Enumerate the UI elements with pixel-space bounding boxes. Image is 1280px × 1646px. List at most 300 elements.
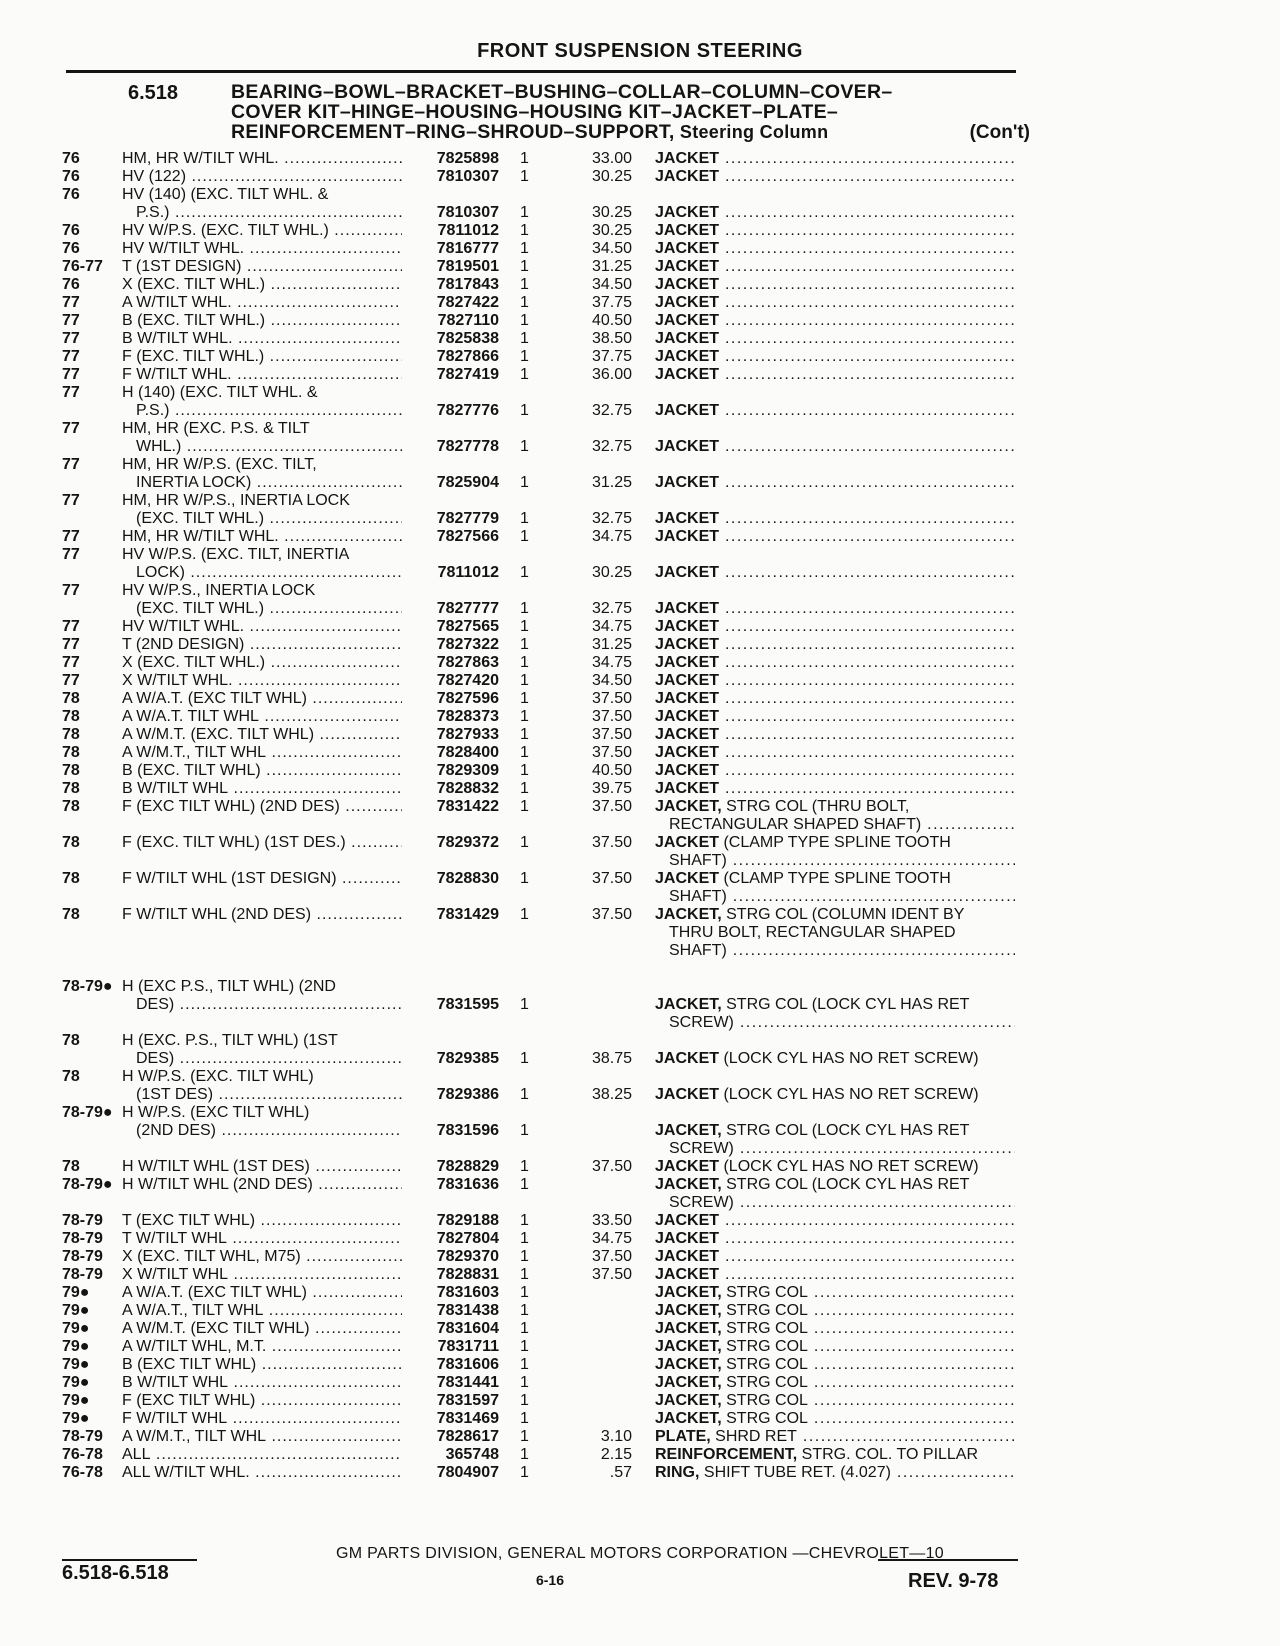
table-row [0, 582, 1280, 618]
table-row [0, 1284, 1280, 1302]
row-year: 78 [62, 1068, 80, 1085]
row-description [655, 636, 1015, 654]
row-quantity: 1 [520, 1356, 529, 1373]
row-description-text: SHIFT TUBE RET. (4.027) [699, 1464, 891, 1481]
row-year: 77 [62, 384, 80, 401]
row-model-line: A W/TILT WHL. ..... [122, 294, 402, 312]
row-model [122, 582, 402, 618]
row-quantity: 1 [520, 294, 529, 311]
row-part-number: 7827804 [436, 1230, 499, 1247]
row-description-line [655, 1194, 1015, 1212]
row-model [122, 276, 402, 294]
row-description-keyword: JACKET [655, 708, 720, 725]
row-description-line [655, 528, 1015, 546]
row-model [122, 528, 402, 546]
row-model [122, 744, 402, 762]
row-description-keyword: JACKET, [655, 1302, 722, 1319]
row-quantity: 1 [520, 1158, 529, 1175]
row-price: 37.75 [591, 348, 632, 365]
row-description [655, 780, 1015, 798]
table-row [0, 762, 1280, 780]
row-year: 77 [62, 312, 80, 329]
row-description-line [655, 798, 1015, 816]
row-model-line: HV W/TILT WHL. ..... [122, 240, 402, 258]
row-model [122, 1320, 402, 1338]
row-year: 76 [62, 276, 80, 293]
row-year: 79● [62, 1392, 90, 1409]
row-part-number: 7829372 [436, 834, 499, 851]
row-price: 37.50 [591, 708, 632, 725]
row-part-number: 7829309 [436, 762, 499, 779]
row-year: 78-79● [62, 978, 113, 995]
row-price: 37.50 [591, 726, 632, 743]
row-quantity: 1 [520, 1050, 529, 1067]
table-row [0, 384, 1280, 420]
row-part-number: 7810307 [436, 168, 499, 185]
row-description-keyword: JACKET, [655, 996, 722, 1013]
table-row [0, 636, 1280, 654]
continued-label: (Con't) [969, 122, 1030, 143]
row-model-line: A W/M.T., TILT WHL ..... [122, 1428, 402, 1446]
row-model-line: F W/TILT WHL (2ND DES) ..... [122, 906, 402, 924]
row-part-number: 7817843 [436, 276, 499, 293]
row-model [122, 1104, 402, 1140]
row-quantity: 1 [520, 438, 529, 455]
row-model-line: WHL.) ..... [122, 438, 402, 456]
row-year: 77 [62, 672, 80, 689]
row-description-line [655, 1212, 1015, 1230]
row-year: 78 [62, 834, 80, 851]
row-quantity: 1 [520, 780, 529, 797]
row-quantity: 1 [520, 870, 529, 887]
row-model [122, 456, 402, 492]
row-model [122, 780, 402, 798]
row-year: 78-79 [62, 1230, 103, 1247]
row-model-line: A W/A.T., TILT WHL ..... [122, 1302, 402, 1320]
row-part-number: 7828373 [436, 708, 499, 725]
row-description-text: STRG COL [721, 1374, 808, 1391]
row-description-line [655, 618, 1015, 636]
row-quantity: 1 [520, 564, 529, 581]
table-row [0, 1374, 1280, 1392]
row-description-keyword: JACKET, [655, 1338, 722, 1355]
row-description-line [655, 168, 1015, 186]
row-quantity: 1 [520, 1392, 529, 1409]
row-quantity: 1 [520, 654, 529, 671]
table-row [0, 222, 1280, 240]
row-model [122, 258, 402, 276]
row-description-text: (CLAMP TYPE SPLINE TOOTH [719, 870, 951, 887]
row-model [122, 1032, 402, 1068]
row-model-line: H (140) (EXC. TILT WHL. & [122, 384, 318, 401]
row-description-text: THRU BOLT, RECTANGULAR SHAPED [669, 924, 956, 941]
row-description-text: STRG COL [721, 1410, 808, 1427]
row-quantity: 1 [520, 150, 529, 167]
row-model-line: P.S.) ..... [122, 204, 402, 222]
row-part-number: 7827322 [436, 636, 499, 653]
row-model [122, 870, 402, 888]
row-description-line [655, 564, 1015, 582]
row-model-line: H W/P.S. (EXC. TILT WHL) [122, 1068, 314, 1085]
row-description [655, 1086, 1015, 1104]
row-description [655, 672, 1015, 690]
table-row [0, 348, 1280, 366]
row-quantity: 1 [520, 1122, 529, 1139]
row-price: 32.75 [591, 510, 632, 527]
row-model [122, 1266, 402, 1284]
row-model [122, 1410, 402, 1428]
row-description-line [655, 438, 1015, 456]
table-row [0, 186, 1280, 222]
row-description-keyword: JACKET [655, 690, 720, 707]
row-price: 32.75 [591, 438, 632, 455]
row-year: 78 [62, 798, 80, 815]
row-model-line: F (EXC TILT WHL) (2ND DES) ..... [122, 798, 402, 816]
table-row [0, 312, 1280, 330]
row-description-line [655, 1140, 1015, 1158]
row-year: 77 [62, 618, 80, 635]
row-model-line: F (EXC. TILT WHL.) ..... [122, 348, 402, 366]
row-quantity: 1 [520, 1212, 529, 1229]
table-row [0, 1356, 1280, 1374]
row-quantity: 1 [520, 528, 529, 545]
row-description [655, 618, 1015, 636]
row-model-line: H (EXC P.S., TILT WHL) (2ND [122, 978, 336, 995]
row-price: 37.50 [591, 744, 632, 761]
row-description-keyword: JACKET [655, 762, 720, 779]
row-description-keyword: JACKET [655, 1050, 720, 1067]
row-description-line [655, 150, 1015, 168]
row-model [122, 906, 402, 924]
row-description [655, 1392, 1015, 1410]
row-part-number: 7831597 [436, 1392, 499, 1409]
row-year: 76 [62, 168, 80, 185]
row-model [122, 348, 402, 366]
footer-publisher: GM PARTS DIVISION, GENERAL MOTORS CORPORATION —CHEVROLET—10 [335, 1545, 945, 1562]
row-model-line: H W/TILT WHL (2ND DES) ..... [122, 1176, 402, 1194]
row-model [122, 546, 402, 582]
row-year: 79● [62, 1356, 90, 1373]
row-model-line: B W/TILT WHL ..... [122, 780, 402, 798]
row-part-number: 7827565 [436, 618, 499, 635]
row-description-text: STRG COL (LOCK CYL HAS RET [721, 1176, 970, 1193]
row-model [122, 420, 402, 456]
row-price: 30.25 [591, 222, 632, 239]
row-model-line: F (EXC. TILT WHL) (1ST DES.) ..... [122, 834, 402, 852]
row-quantity: 1 [520, 1320, 529, 1337]
row-model-line: H W/TILT WHL (1ST DES) ..... [122, 1158, 402, 1176]
row-description [655, 654, 1015, 672]
row-model [122, 1176, 402, 1194]
row-description [655, 312, 1015, 330]
row-description [655, 402, 1015, 420]
row-part-number: 7831604 [436, 1320, 499, 1337]
row-model-line: H (EXC. P.S., TILT WHL) (1ST [122, 1032, 338, 1049]
row-quantity: 1 [520, 708, 529, 725]
row-year: 78 [62, 870, 80, 887]
row-quantity: 1 [520, 276, 529, 293]
table-row [0, 708, 1280, 726]
row-description-text: (LOCK CYL HAS NO RET SCREW) [719, 1158, 979, 1175]
row-price: 37.50 [591, 690, 632, 707]
row-year: 79● [62, 1320, 90, 1337]
row-quantity: 1 [520, 906, 529, 923]
row-year: 78-79 [62, 1212, 103, 1229]
row-model [122, 240, 402, 258]
row-part-number: 7831422 [436, 798, 499, 815]
section-title-line-3 [231, 122, 1031, 142]
table-row [0, 1428, 1280, 1446]
row-part-number: 7831596 [436, 1122, 499, 1139]
row-year: 76-78 [62, 1464, 103, 1481]
row-year: 77 [62, 456, 80, 473]
row-description-text: SHAFT) [669, 888, 727, 905]
row-description-keyword: JACKET [655, 636, 720, 653]
row-description [655, 330, 1015, 348]
row-description-line [655, 888, 1015, 906]
row-year: 77 [62, 528, 80, 545]
row-model-line: B W/TILT WHL. ..... [122, 330, 402, 348]
table-row [0, 1320, 1280, 1338]
row-price: 37.50 [591, 870, 632, 887]
table-row [0, 726, 1280, 744]
row-model-line: DES) ..... [122, 1050, 402, 1068]
row-description-line [655, 780, 1015, 798]
row-quantity: 1 [520, 1284, 529, 1301]
row-description-line [655, 366, 1015, 384]
row-description-line [655, 1356, 1015, 1374]
table-row [0, 978, 1280, 1031]
table-row [0, 240, 1280, 258]
row-model-line: X W/TILT WHL. ..... [122, 672, 402, 690]
row-year: 76 [62, 240, 80, 257]
row-description-text: STRG COL [721, 1302, 808, 1319]
row-year: 77 [62, 582, 80, 599]
row-year: 77 [62, 636, 80, 653]
row-quantity: 1 [520, 636, 529, 653]
row-model [122, 708, 402, 726]
row-part-number: 7828400 [436, 744, 499, 761]
row-model-line: X (EXC. TILT WHL.) ..... [122, 654, 402, 672]
row-description-keyword: JACKET [655, 1158, 720, 1175]
row-year: 78 [62, 708, 80, 725]
row-part-number: 7828829 [436, 1158, 499, 1175]
row-description [655, 996, 1015, 1032]
row-model [122, 1464, 402, 1482]
row-model-line: T W/TILT WHL ..... [122, 1230, 402, 1248]
row-quantity: 1 [520, 996, 529, 1013]
row-description [655, 600, 1015, 618]
row-quantity: 1 [520, 726, 529, 743]
row-description [655, 1464, 1015, 1482]
row-part-number: 7829370 [436, 1248, 499, 1265]
table-row [0, 1068, 1280, 1104]
row-description-keyword: JACKET, [655, 1392, 722, 1409]
row-description-keyword: JACKET, [655, 1356, 722, 1373]
row-description-keyword: JACKET [655, 294, 720, 311]
table-row [0, 1464, 1280, 1482]
row-model-line: A W/M.T. (EXC. TILT WHL) ..... [122, 726, 402, 744]
row-part-number: 7831606 [436, 1356, 499, 1373]
row-model [122, 1284, 402, 1302]
row-model-line: HV (140) (EXC. TILT WHL. & [122, 186, 329, 203]
row-price: 34.75 [591, 528, 632, 545]
row-price: 36.00 [591, 366, 632, 383]
row-year: 79● [62, 1338, 90, 1355]
row-model-line: B (EXC TILT WHL) ..... [122, 1356, 402, 1374]
row-year: 76 [62, 150, 80, 167]
row-price: 38.75 [591, 1050, 632, 1067]
row-description-text: STRG COL [721, 1392, 808, 1409]
table-row [0, 528, 1280, 546]
row-model [122, 690, 402, 708]
row-model-line: X (EXC. TILT WHL, M75) ..... [122, 1248, 402, 1266]
row-description-text: STRG COL [721, 1356, 808, 1373]
row-description [655, 240, 1015, 258]
row-model-line: T (EXC TILT WHL) ..... [122, 1212, 402, 1230]
row-part-number: 7831636 [436, 1176, 499, 1193]
table-row [0, 690, 1280, 708]
row-part-number: 7831711 [437, 1338, 499, 1355]
row-model-line: B (EXC. TILT WHL) ..... [122, 762, 402, 780]
row-part-number: 7831438 [436, 1302, 499, 1319]
row-price: 34.50 [591, 672, 632, 689]
row-description [655, 1302, 1015, 1320]
row-description [655, 564, 1015, 582]
table-row [0, 294, 1280, 312]
row-description [655, 870, 1015, 906]
row-part-number: 7825898 [436, 150, 499, 167]
row-model-line: B W/TILT WHL ..... [122, 1374, 402, 1392]
row-quantity: 1 [520, 474, 529, 491]
row-description-keyword: JACKET [655, 600, 720, 617]
row-description [655, 1248, 1015, 1266]
row-description-line [655, 1410, 1015, 1428]
row-description-text: STRG. COL. TO PILLAR [797, 1446, 979, 1463]
row-description-line [655, 1158, 1015, 1176]
row-description [655, 726, 1015, 744]
row-description [655, 798, 1015, 834]
row-part-number: 7804907 [436, 1464, 499, 1481]
row-description-keyword: RING, [655, 1464, 700, 1481]
row-part-number: 7827422 [436, 294, 499, 311]
row-description-keyword: JACKET [655, 870, 720, 887]
row-part-number: 7827419 [436, 366, 499, 383]
row-description-line [655, 294, 1015, 312]
row-quantity: 1 [520, 1446, 529, 1463]
row-price: 33.50 [591, 1212, 632, 1229]
row-part-number: 7827777 [436, 600, 499, 617]
row-part-number: 7827933 [436, 726, 499, 743]
row-description-line [655, 672, 1015, 690]
table-row [0, 1158, 1280, 1176]
row-description-keyword: JACKET, [655, 1374, 722, 1391]
row-description [655, 762, 1015, 780]
row-model-line: HV W/P.S. (EXC. TILT WHL.) ..... [122, 222, 402, 240]
row-description [655, 438, 1015, 456]
row-quantity: 1 [520, 204, 529, 221]
row-price: 33.00 [591, 150, 632, 167]
row-model-line: HM, HR (EXC. P.S. & TILT [122, 420, 310, 437]
row-description [655, 708, 1015, 726]
section-title-suffix: Steering Column [674, 122, 829, 142]
row-description-line [655, 258, 1015, 276]
table-row [0, 1410, 1280, 1428]
row-description [655, 1230, 1015, 1248]
section-title-line-2: COVER KIT–HINGE–HOUSING–HOUSING KIT–JACKET–PLATE– [231, 101, 839, 123]
row-part-number: 7828617 [436, 1428, 499, 1445]
row-price: 32.75 [591, 402, 632, 419]
row-model [122, 1068, 402, 1104]
row-description-line [655, 1230, 1015, 1248]
row-part-number: 7825904 [436, 474, 499, 491]
row-description-keyword: JACKET [655, 834, 720, 851]
row-model-line: B (EXC. TILT WHL.) ..... [122, 312, 402, 330]
row-description-text: STRG COL (COLUMN IDENT BY [721, 906, 965, 923]
row-description [655, 258, 1015, 276]
row-part-number: 7829188 [436, 1212, 499, 1229]
row-description-line [655, 474, 1015, 492]
table-row [0, 1266, 1280, 1284]
row-model-line: HV W/P.S., INERTIA LOCK [122, 582, 316, 599]
row-description [655, 1320, 1015, 1338]
row-description-line [655, 312, 1015, 330]
row-model-line: T (1ST DESIGN) ..... [122, 258, 402, 276]
row-part-number: 7827110 [437, 312, 499, 329]
row-description-text: STRG COL [721, 1338, 808, 1355]
row-description-line [655, 1086, 1015, 1104]
row-year: 78 [62, 906, 80, 923]
row-description-text: STRG COL [721, 1284, 808, 1301]
row-model-line: ALL W/TILT WHL. ..... [122, 1464, 402, 1482]
row-description [655, 1158, 1015, 1176]
row-description-keyword: JACKET [655, 348, 720, 365]
row-price: 31.25 [591, 474, 632, 491]
row-description [655, 366, 1015, 384]
row-price: 39.75 [591, 780, 632, 797]
row-price: .57 [609, 1464, 632, 1481]
section-title-line-3-text: REINFORCEMENT–RING–SHROUD–SUPPORT, [231, 121, 675, 143]
row-description-line [655, 834, 1015, 852]
row-description-line [655, 600, 1015, 618]
row-description [655, 1122, 1015, 1158]
row-description [655, 1374, 1015, 1392]
row-model [122, 330, 402, 348]
row-model-line: F W/TILT WHL. ..... [122, 366, 402, 384]
row-model-line: ALL ..... [122, 1446, 402, 1464]
footer-revision: REV. 9-78 [908, 1570, 999, 1592]
row-description [655, 1356, 1015, 1374]
row-description-line [655, 942, 1015, 960]
row-description-text: SHRD RET [710, 1428, 797, 1445]
table-row [0, 906, 1280, 960]
row-year: 78 [62, 780, 80, 797]
row-price: 37.50 [591, 1248, 632, 1265]
row-part-number: 7811012 [437, 564, 499, 581]
page-header: FRONT SUSPENSION STEERING [477, 40, 803, 62]
row-model [122, 168, 402, 186]
row-description [655, 1338, 1015, 1356]
row-quantity: 1 [520, 1374, 529, 1391]
row-model [122, 1338, 402, 1356]
row-part-number: 7829386 [436, 1086, 499, 1103]
row-description-keyword: JACKET [655, 276, 720, 293]
row-year: 78 [62, 1032, 80, 1049]
row-description-keyword: JACKET, [655, 1320, 722, 1337]
row-description-line [655, 852, 1015, 870]
row-part-number: 7816777 [436, 240, 499, 257]
row-description-keyword: JACKET [655, 222, 720, 239]
